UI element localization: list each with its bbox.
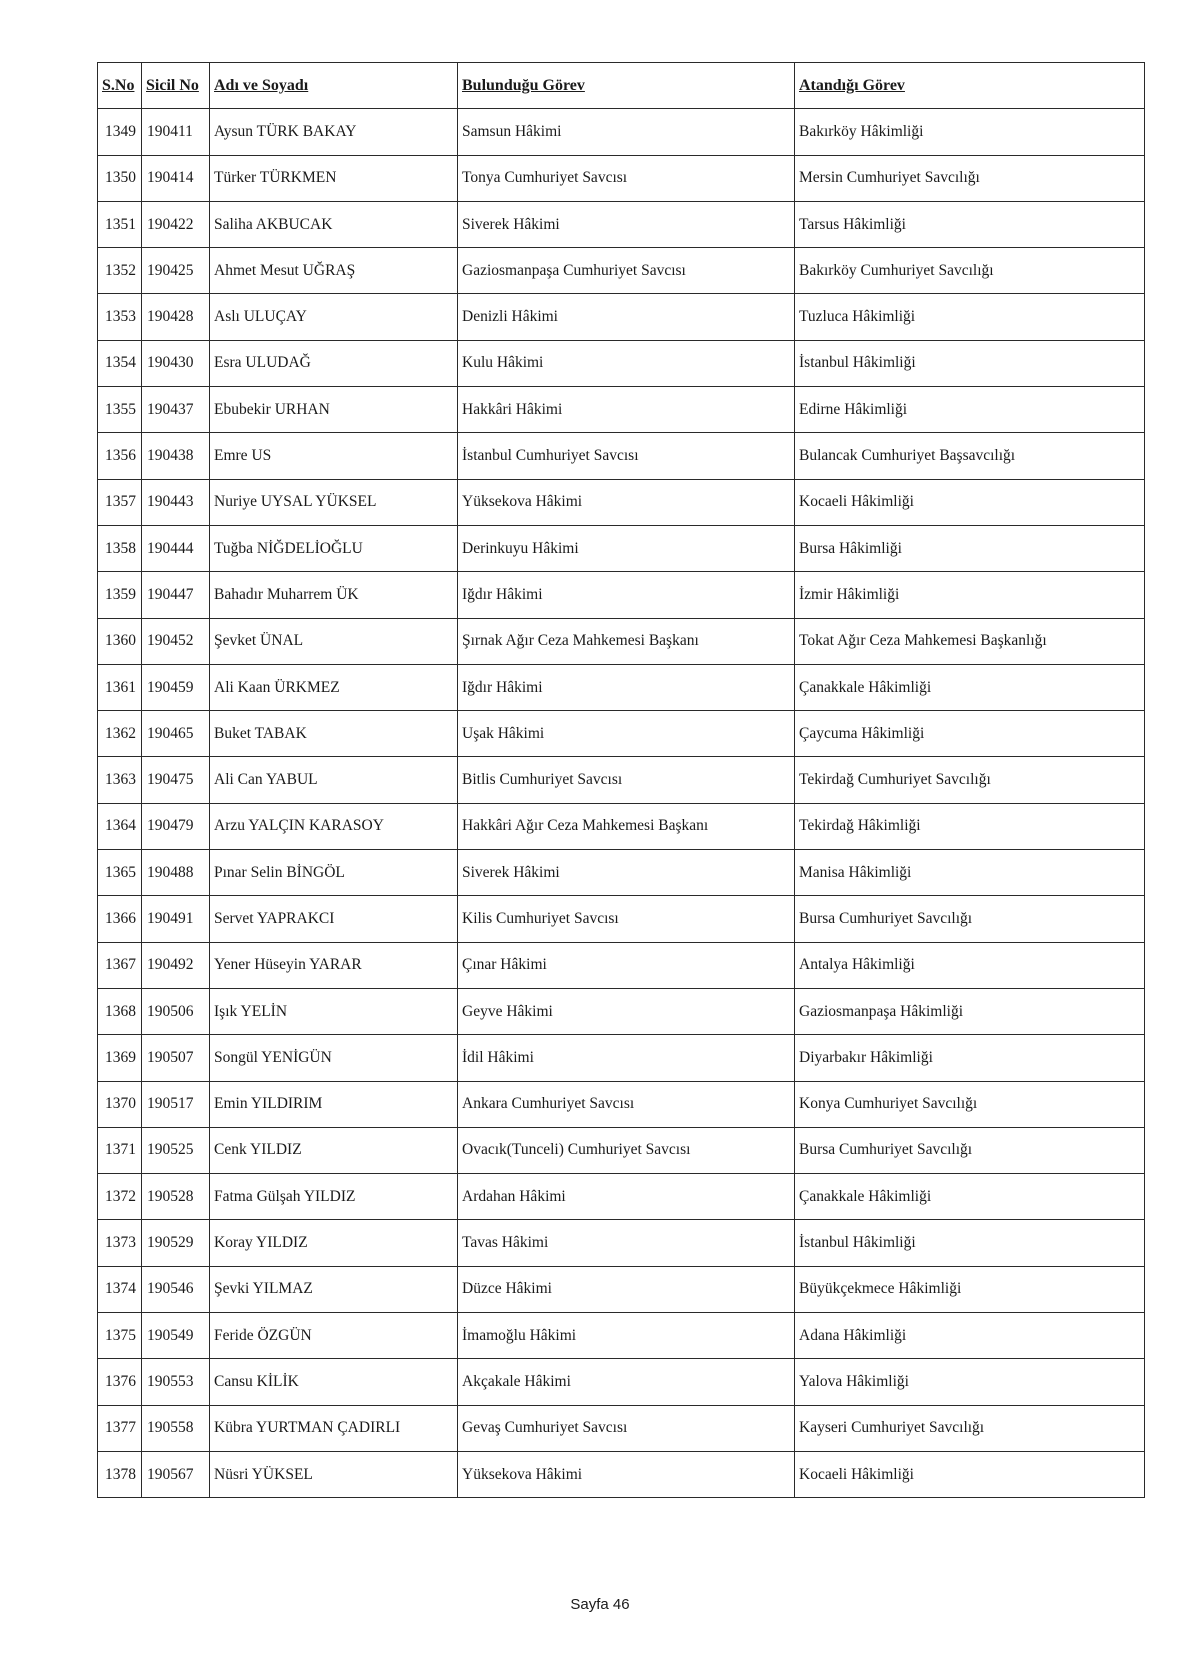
- cell-sno: 1349: [98, 109, 142, 155]
- table-row: [98, 1127, 1145, 1173]
- cell-assigned-position: Bakırköy Cumhuriyet Savcılığı: [795, 248, 1145, 294]
- cell-current-position: Hakkâri Ağır Ceza Mahkemesi Başkanı: [458, 803, 795, 849]
- cell-name: Cenk YILDIZ: [210, 1127, 458, 1173]
- cell-sno: 1359: [98, 572, 142, 618]
- cell-assigned-position: Manisa Hâkimliği: [795, 850, 1145, 896]
- header-name: Adı ve Soyadı: [210, 63, 458, 109]
- cell-assigned-position: Bursa Hâkimliği: [795, 525, 1145, 571]
- cell-sno: 1375: [98, 1313, 142, 1359]
- cell-assigned-position: Tekirdağ Cumhuriyet Savcılığı: [795, 757, 1145, 803]
- cell-sno: 1369: [98, 1035, 142, 1081]
- cell-current-position: Denizli Hâkimi: [458, 294, 795, 340]
- cell-assigned-position: Çanakkale Hâkimliği: [795, 1174, 1145, 1220]
- cell-current-position: Düzce Hâkimi: [458, 1266, 795, 1312]
- cell-assigned-position: Yalova Hâkimliği: [795, 1359, 1145, 1405]
- cell-name: Ali Can YABUL: [210, 757, 458, 803]
- cell-name: Emin YILDIRIM: [210, 1081, 458, 1127]
- cell-assigned-position: Tokat Ağır Ceza Mahkemesi Başkanlığı: [795, 618, 1145, 664]
- cell-assigned-position: Kayseri Cumhuriyet Savcılığı: [795, 1405, 1145, 1451]
- table-row: [98, 479, 1145, 525]
- cell-name: Tuğba NİĞDELİOĞLU: [210, 525, 458, 571]
- cell-name: Saliha AKBUCAK: [210, 201, 458, 247]
- cell-current-position: Çınar Hâkimi: [458, 942, 795, 988]
- cell-name: Arzu YALÇIN KARASOY: [210, 803, 458, 849]
- cell-sno: 1371: [98, 1127, 142, 1173]
- cell-sno: 1372: [98, 1174, 142, 1220]
- table-row: [98, 896, 1145, 942]
- cell-sno: 1376: [98, 1359, 142, 1405]
- cell-sicil-no: 190507: [142, 1035, 210, 1081]
- cell-current-position: Iğdır Hâkimi: [458, 572, 795, 618]
- table-row: [98, 803, 1145, 849]
- cell-assigned-position: Diyarbakır Hâkimliği: [795, 1035, 1145, 1081]
- table-row: [98, 109, 1145, 155]
- cell-sicil-no: 190443: [142, 479, 210, 525]
- cell-current-position: Bitlis Cumhuriyet Savcısı: [458, 757, 795, 803]
- cell-sicil-no: 190465: [142, 711, 210, 757]
- cell-assigned-position: Tuzluca Hâkimliği: [795, 294, 1145, 340]
- cell-name: Songül YENİGÜN: [210, 1035, 458, 1081]
- cell-sno: 1363: [98, 757, 142, 803]
- table-body: [98, 109, 1145, 1498]
- cell-sicil-no: 190452: [142, 618, 210, 664]
- page-number: Sayfa 46: [570, 1596, 630, 1613]
- cell-sicil-no: 190447: [142, 572, 210, 618]
- cell-sicil-no: 190553: [142, 1359, 210, 1405]
- table-row: [98, 1405, 1145, 1451]
- table-row: [98, 942, 1145, 988]
- cell-current-position: Akçakale Hâkimi: [458, 1359, 795, 1405]
- cell-assigned-position: Büyükçekmece Hâkimliği: [795, 1266, 1145, 1312]
- assignment-table: [97, 62, 1145, 1498]
- cell-sicil-no: 190422: [142, 201, 210, 247]
- cell-sicil-no: 190517: [142, 1081, 210, 1127]
- table-row: [98, 664, 1145, 710]
- table-row: [98, 433, 1145, 479]
- cell-sicil-no: 190546: [142, 1266, 210, 1312]
- cell-assigned-position: Edirne Hâkimliği: [795, 387, 1145, 433]
- cell-sicil-no: 190438: [142, 433, 210, 479]
- cell-assigned-position: İstanbul Hâkimliği: [795, 340, 1145, 386]
- table-row: [98, 1451, 1145, 1497]
- table-row: [98, 988, 1145, 1034]
- table-row: [98, 1220, 1145, 1266]
- cell-sno: 1374: [98, 1266, 142, 1312]
- cell-assigned-position: Tarsus Hâkimliği: [795, 201, 1145, 247]
- cell-sicil-no: 190425: [142, 248, 210, 294]
- cell-sicil-no: 190529: [142, 1220, 210, 1266]
- cell-sno: 1352: [98, 248, 142, 294]
- cell-sicil-no: 190459: [142, 664, 210, 710]
- cell-assigned-position: Bursa Cumhuriyet Savcılığı: [795, 896, 1145, 942]
- cell-sno: 1367: [98, 942, 142, 988]
- table-row: [98, 757, 1145, 803]
- cell-current-position: İstanbul Cumhuriyet Savcısı: [458, 433, 795, 479]
- cell-sno: 1362: [98, 711, 142, 757]
- cell-name: Cansu KİLİK: [210, 1359, 458, 1405]
- cell-sno: 1373: [98, 1220, 142, 1266]
- cell-name: Esra ULUDAĞ: [210, 340, 458, 386]
- cell-name: Koray YILDIZ: [210, 1220, 458, 1266]
- cell-current-position: Iğdır Hâkimi: [458, 664, 795, 710]
- cell-name: Servet YAPRAKCI: [210, 896, 458, 942]
- table-row: [98, 572, 1145, 618]
- cell-name: Türker TÜRKMEN: [210, 155, 458, 201]
- cell-assigned-position: Çaycuma Hâkimliği: [795, 711, 1145, 757]
- cell-sicil-no: 190567: [142, 1451, 210, 1497]
- cell-sno: 1360: [98, 618, 142, 664]
- cell-sicil-no: 190475: [142, 757, 210, 803]
- cell-sno: 1355: [98, 387, 142, 433]
- table-header-row: [98, 63, 1145, 109]
- table-row: [98, 525, 1145, 571]
- cell-assigned-position: Gaziosmanpaşa Hâkimliği: [795, 988, 1145, 1034]
- header-assigned-position: Atandığı Görev: [795, 63, 1145, 109]
- cell-sicil-no: 190525: [142, 1127, 210, 1173]
- cell-sicil-no: 190492: [142, 942, 210, 988]
- table-row: [98, 711, 1145, 757]
- cell-name: Ebubekir URHAN: [210, 387, 458, 433]
- table-row: [98, 294, 1145, 340]
- table-row: [98, 1174, 1145, 1220]
- cell-name: Ali Kaan ÜRKMEZ: [210, 664, 458, 710]
- cell-current-position: İmamoğlu Hâkimi: [458, 1313, 795, 1359]
- header-current-position: Bulunduğu Görev: [458, 63, 795, 109]
- cell-current-position: Tonya Cumhuriyet Savcısı: [458, 155, 795, 201]
- cell-current-position: Siverek Hâkimi: [458, 201, 795, 247]
- table-row: [98, 1359, 1145, 1405]
- cell-name: Yener Hüseyin YARAR: [210, 942, 458, 988]
- cell-current-position: Derinkuyu Hâkimi: [458, 525, 795, 571]
- cell-name: Feride ÖZGÜN: [210, 1313, 458, 1359]
- cell-current-position: Samsun Hâkimi: [458, 109, 795, 155]
- cell-current-position: Hakkâri Hâkimi: [458, 387, 795, 433]
- cell-name: Ahmet Mesut UĞRAŞ: [210, 248, 458, 294]
- cell-sno: 1377: [98, 1405, 142, 1451]
- cell-current-position: Siverek Hâkimi: [458, 850, 795, 896]
- cell-assigned-position: İzmir Hâkimliği: [795, 572, 1145, 618]
- table-row: [98, 155, 1145, 201]
- cell-current-position: Ovacık(Tunceli) Cumhuriyet Savcısı: [458, 1127, 795, 1173]
- table-row: [98, 1081, 1145, 1127]
- cell-sno: 1366: [98, 896, 142, 942]
- cell-current-position: Tavas Hâkimi: [458, 1220, 795, 1266]
- table-row: [98, 248, 1145, 294]
- cell-assigned-position: Mersin Cumhuriyet Savcılığı: [795, 155, 1145, 201]
- cell-name: Aysun TÜRK BAKAY: [210, 109, 458, 155]
- cell-current-position: İdil Hâkimi: [458, 1035, 795, 1081]
- cell-name: Şevki YILMAZ: [210, 1266, 458, 1312]
- cell-current-position: Ankara Cumhuriyet Savcısı: [458, 1081, 795, 1127]
- cell-sno: 1353: [98, 294, 142, 340]
- cell-sicil-no: 190549: [142, 1313, 210, 1359]
- table-row: [98, 387, 1145, 433]
- cell-current-position: Geyve Hâkimi: [458, 988, 795, 1034]
- cell-name: Buket TABAK: [210, 711, 458, 757]
- cell-sicil-no: 190479: [142, 803, 210, 849]
- assignment-table-container: [97, 62, 1144, 1498]
- cell-sicil-no: 190430: [142, 340, 210, 386]
- cell-current-position: Gaziosmanpaşa Cumhuriyet Savcısı: [458, 248, 795, 294]
- cell-assigned-position: Çanakkale Hâkimliği: [795, 664, 1145, 710]
- cell-sicil-no: 190558: [142, 1405, 210, 1451]
- cell-current-position: Gevaş Cumhuriyet Savcısı: [458, 1405, 795, 1451]
- cell-assigned-position: Konya Cumhuriyet Savcılığı: [795, 1081, 1145, 1127]
- cell-current-position: Ardahan Hâkimi: [458, 1174, 795, 1220]
- cell-current-position: Yüksekova Hâkimi: [458, 479, 795, 525]
- cell-sno: 1351: [98, 201, 142, 247]
- cell-sno: 1358: [98, 525, 142, 571]
- cell-sicil-no: 190528: [142, 1174, 210, 1220]
- cell-sicil-no: 190411: [142, 109, 210, 155]
- cell-sicil-no: 190437: [142, 387, 210, 433]
- cell-sno: 1364: [98, 803, 142, 849]
- cell-sno: 1356: [98, 433, 142, 479]
- cell-name: Pınar Selin BİNGÖL: [210, 850, 458, 896]
- table-row: [98, 1313, 1145, 1359]
- cell-name: Emre US: [210, 433, 458, 479]
- table-row: [98, 850, 1145, 896]
- cell-sno: 1370: [98, 1081, 142, 1127]
- cell-name: Işık YELİN: [210, 988, 458, 1034]
- table-row: [98, 1266, 1145, 1312]
- cell-current-position: Kulu Hâkimi: [458, 340, 795, 386]
- cell-assigned-position: Bursa Cumhuriyet Savcılığı: [795, 1127, 1145, 1173]
- cell-sicil-no: 190491: [142, 896, 210, 942]
- cell-sicil-no: 190428: [142, 294, 210, 340]
- cell-current-position: Kilis Cumhuriyet Savcısı: [458, 896, 795, 942]
- table-row: [98, 340, 1145, 386]
- cell-current-position: Şırnak Ağır Ceza Mahkemesi Başkanı: [458, 618, 795, 664]
- header-sno: S.No: [98, 63, 142, 109]
- cell-sicil-no: 190444: [142, 525, 210, 571]
- cell-sno: 1350: [98, 155, 142, 201]
- cell-sno: 1354: [98, 340, 142, 386]
- cell-assigned-position: Kocaeli Hâkimliği: [795, 479, 1145, 525]
- cell-assigned-position: Bulancak Cumhuriyet Başsavcılığı: [795, 433, 1145, 479]
- cell-name: Kübra YURTMAN ÇADIRLI: [210, 1405, 458, 1451]
- header-sicil-no: Sicil No: [142, 63, 210, 109]
- cell-sicil-no: 190488: [142, 850, 210, 896]
- cell-name: Fatma Gülşah YILDIZ: [210, 1174, 458, 1220]
- cell-sno: 1378: [98, 1451, 142, 1497]
- cell-name: Bahadır Muharrem ÜK: [210, 572, 458, 618]
- cell-assigned-position: Adana Hâkimliği: [795, 1313, 1145, 1359]
- cell-sno: 1368: [98, 988, 142, 1034]
- cell-sicil-no: 190506: [142, 988, 210, 1034]
- cell-name: Nüsri YÜKSEL: [210, 1451, 458, 1497]
- cell-assigned-position: İstanbul Hâkimliği: [795, 1220, 1145, 1266]
- cell-name: Aslı ULUÇAY: [210, 294, 458, 340]
- cell-sno: 1365: [98, 850, 142, 896]
- cell-sno: 1361: [98, 664, 142, 710]
- cell-assigned-position: Antalya Hâkimliği: [795, 942, 1145, 988]
- cell-assigned-position: Kocaeli Hâkimliği: [795, 1451, 1145, 1497]
- cell-current-position: Yüksekova Hâkimi: [458, 1451, 795, 1497]
- cell-assigned-position: Tekirdağ Hâkimliği: [795, 803, 1145, 849]
- cell-sicil-no: 190414: [142, 155, 210, 201]
- cell-current-position: Uşak Hâkimi: [458, 711, 795, 757]
- table-row: [98, 201, 1145, 247]
- cell-sno: 1357: [98, 479, 142, 525]
- table-row: [98, 1035, 1145, 1081]
- cell-assigned-position: Bakırköy Hâkimliği: [795, 109, 1145, 155]
- cell-name: Nuriye UYSAL YÜKSEL: [210, 479, 458, 525]
- cell-name: Şevket ÜNAL: [210, 618, 458, 664]
- table-row: [98, 618, 1145, 664]
